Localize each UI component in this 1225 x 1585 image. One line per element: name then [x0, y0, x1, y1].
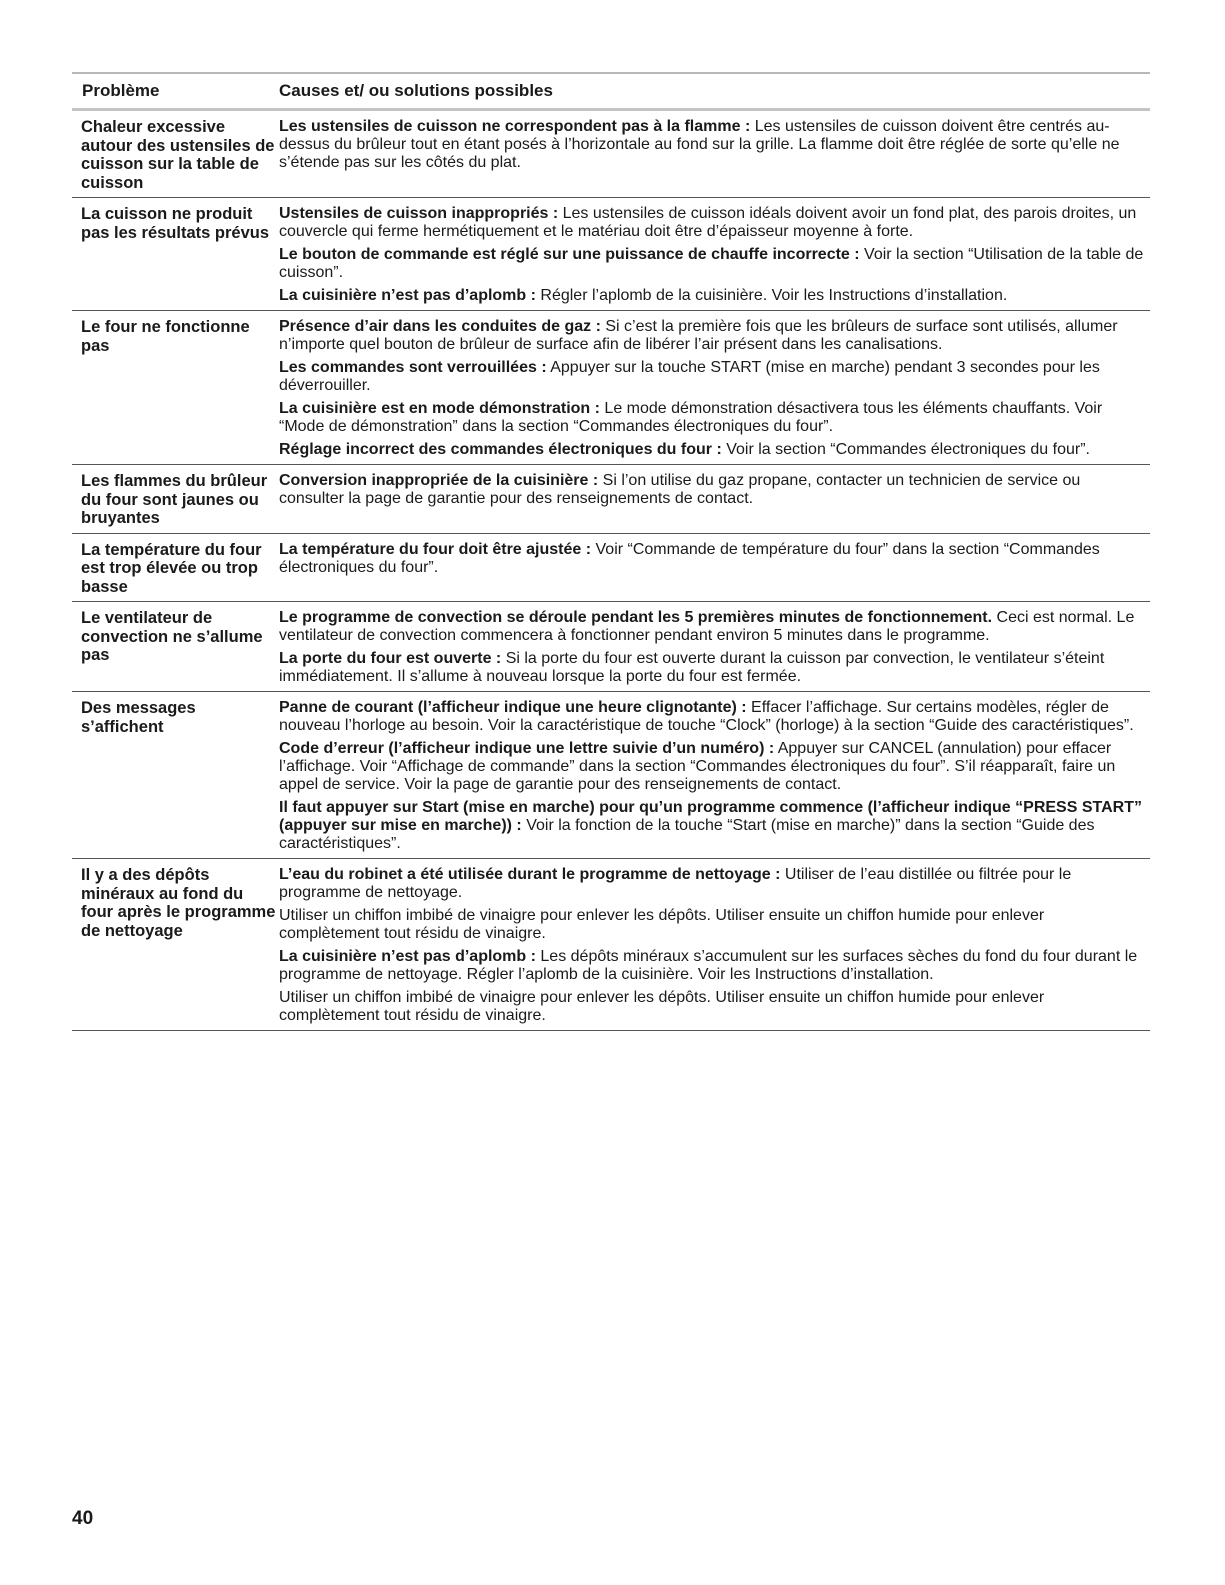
cause-text: Le mode démonstration désactivera tous les éléments chauffants. Voir “Mode de démonstration” dans la section “Commandes électroniques du four”. — [279, 400, 1103, 435]
cause-title: Les ustensiles de cuisson ne correspondent pas à la flamme : — [279, 118, 751, 135]
causes-cell — [279, 699, 1150, 853]
problem-cell: Les flammes du brûleur du four sont jaunes ou bruyantes — [81, 472, 268, 527]
cause-paragraph — [279, 799, 1144, 853]
table-header — [72, 72, 1150, 111]
cause-text: Voir la section “Commandes électroniques du four”. — [721, 441, 1090, 458]
cause-title: La porte du four est ouverte : — [279, 650, 502, 667]
cause-title: Le bouton de commande est réglé sur une puissance de chauffe incorrecte : — [279, 246, 860, 263]
cause-title: Ustensiles de cuisson inappropriés : — [279, 205, 559, 222]
cause-title: Les commandes sont verrouillées : — [279, 359, 547, 376]
table-row — [72, 198, 1150, 311]
problem-cell: Des messages s’affichent — [81, 699, 196, 736]
cause-paragraph — [279, 989, 1144, 1025]
cause-text: Voir la fonction de la touche “Start (mise en marche)” dans la section “Guide des caractéristiques”. — [279, 817, 1095, 852]
cause-paragraph — [279, 246, 1144, 282]
problem-cell: La température du four est trop élevée ou trop basse — [81, 540, 262, 596]
cause-text: Si c’est la première fois que les brûleurs de surface sont utilisés, allumer n’importe quel bouton de brûleur de surface afin de libérer l’air présent dans les canalisations. — [279, 318, 1118, 353]
cause-text: Ceci est normal. Le ventilateur de convection commencera à fonctionner pendant environ 5 minutes dans le programme. — [279, 609, 1135, 644]
table-row — [72, 534, 1150, 603]
cause-paragraph — [279, 699, 1144, 735]
cause-text: Utiliser de l’eau distillée ou filtrée pour le programme de nettoyage. — [279, 866, 1072, 901]
causes-cell — [279, 472, 1150, 528]
cause-title: La cuisinière n’est pas d’aplomb : — [279, 948, 536, 965]
cause-paragraph — [279, 287, 1144, 305]
table-row — [72, 692, 1150, 859]
cause-paragraph — [279, 541, 1144, 577]
cause-paragraph — [279, 205, 1144, 241]
causes-cell — [279, 866, 1150, 1025]
cause-paragraph — [279, 318, 1144, 354]
table-row — [72, 465, 1150, 534]
cause-paragraph — [279, 441, 1144, 459]
causes-cell — [279, 318, 1150, 459]
cause-paragraph — [279, 609, 1144, 645]
cause-paragraph — [279, 907, 1144, 943]
problem-cell: Le ventilateur de convection ne s’allume pas — [81, 609, 263, 664]
cause-title: La température du four doit être ajustée : — [279, 540, 592, 558]
cause-title: Conversion inappropriée de la cuisinière : — [279, 472, 599, 489]
header-problem: Problème — [82, 81, 160, 100]
cause-title: Réglage incorrect des commandes électroniques du four : — [279, 441, 722, 458]
problem-cell: Chaleur excessive autour des ustensiles de cuisson sur la table de cuisson — [81, 118, 275, 192]
problem-cell: La cuisson ne produit pas les résultats prévus — [81, 205, 270, 242]
cause-text: Si l’on utilise du gaz propane, contacter un technicien de service ou consulter la page de garantie pour des renseignements de contact. — [279, 472, 1081, 507]
cause-text: Si la porte du four est ouverte durant la cuisson par convection, le ventilateur s’éteint immédiatement. Il s’allume à nouveau lorsque la porte du four est fermée. — [279, 650, 1105, 685]
cause-paragraph — [279, 118, 1144, 172]
cause-paragraph — [279, 866, 1144, 902]
cause-title: L’eau du robinet a été utilisée durant le programme de nettoyage : — [279, 866, 781, 883]
cause-paragraph — [279, 359, 1144, 395]
problem-cell: Il y a des dépôts minéraux au fond du four après le programme de nettoyage — [81, 866, 276, 940]
cause-paragraph — [279, 472, 1144, 508]
cause-text: Les dépôts minéraux s’accumulent sur les surfaces sèches du fond du four durant le programme de nettoyage. Régler l’aplomb de la cuisinière. Voir les Instructions d’installation. — [279, 948, 1138, 983]
table-row — [72, 311, 1150, 465]
cause-text: Régler l’aplomb de la cuisinière. Voir les Instructions d’installation. — [535, 287, 1008, 304]
header-causes: Causes et/ ou solutions possibles — [279, 81, 553, 100]
cause-title: La cuisinière est en mode démonstration : — [279, 400, 600, 417]
cause-text: Les ustensiles de cuisson doivent être centrés au-dessus du brûleur tout en étant posés à l’horizontale au fond sur la grille. La flamme doit être réglée de sorte qu’elle ne s’étende pas sur les côtés du plat. — [279, 118, 1120, 171]
cause-title: Il faut appuyer sur Start (mise en marche) pour qu’un programme commence (l’afficheur indique “PRESS START” (appuyer sur mise en marche)) : — [279, 799, 1142, 834]
troubleshooting-table — [72, 72, 1150, 1031]
cause-text: Utiliser un chiffon imbibé de vinaigre pour enlever les dépôts. Utiliser ensuite un chiffon humide pour enlever complètement tout résidu de vinaigre. — [279, 907, 1045, 942]
table-body — [72, 111, 1150, 1031]
cause-text: Appuyer sur la touche START (mise en marche) pendant 3 secondes pour les déverrouiller. — [279, 359, 1100, 394]
causes-cell — [279, 609, 1150, 686]
causes-cell — [279, 541, 1150, 597]
cause-text: Voir “Commande de température du four” dans la section “Commandes électroniques du four”. — [279, 540, 1100, 576]
cause-text: Utiliser un chiffon imbibé de vinaigre pour enlever les dépôts. Utiliser ensuite un chiffon humide pour enlever complètement tout résidu de vinaigre. — [279, 989, 1045, 1024]
cause-text: Appuyer sur CANCEL (annulation) pour effacer l’affichage. Voir “Affichage de commande” dans la section “Commandes électroniques du four”. S’il réapparaît, faire un appel de service. Voir la page de garantie pour des renseignements de contact. — [279, 740, 1116, 793]
cause-paragraph — [279, 400, 1144, 436]
table-row — [72, 859, 1150, 1031]
page-number: 40 — [72, 1508, 94, 1529]
cause-text: Les ustensiles de cuisson idéals doivent avoir un fond plat, des parois droites, un couvercle qui ferme hermétiquement et le matériau doit être d’épaisseur moyenne à forte. — [279, 205, 1137, 240]
cause-title: Code d’erreur (l’afficheur indique une lettre suivie d’un numéro) : — [279, 740, 775, 757]
cause-paragraph — [279, 740, 1144, 794]
cause-title: Présence d’air dans les conduites de gaz : — [279, 318, 601, 335]
problem-cell: Le four ne fonctionne pas — [81, 318, 250, 355]
cause-title: La cuisinière n’est pas d’aplomb : — [279, 287, 536, 304]
table-row — [72, 111, 1150, 198]
table-row — [72, 602, 1150, 692]
cause-title: Panne de courant (l’afficheur indique une heure clignotante) : — [279, 699, 747, 716]
causes-cell — [279, 118, 1150, 192]
cause-title: Le programme de convection se déroule pendant les 5 premières minutes de fonctionnement. — [279, 609, 993, 626]
cause-paragraph — [279, 948, 1144, 984]
cause-text: Voir la section “Utilisation de la table de cuisson”. — [279, 246, 1144, 281]
cause-text: Effacer l’affichage. Sur certains modèles, régler de nouveau l’horloge au besoin. Voir la caractéristique de touche “Clock” (horloge) à la section “Guide des caractéristiques”. — [279, 699, 1134, 734]
cause-paragraph — [279, 650, 1144, 686]
causes-cell — [279, 205, 1150, 305]
